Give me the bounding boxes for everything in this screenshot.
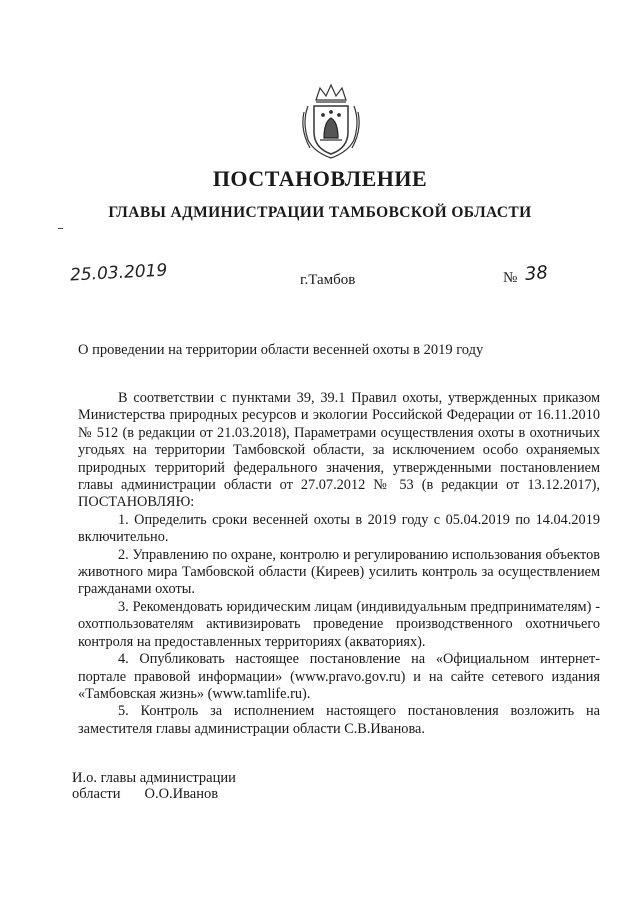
- document-subject: О проведении на территории области весенней охоты в 2019 году: [78, 342, 484, 358]
- document-body: [78, 390, 600, 738]
- signature-block: [72, 770, 236, 802]
- signatory-position: И.о. главы администрации: [72, 770, 236, 786]
- item-paragraph-5: 5. Контроль за исполнением настоящего постановления возложить на заместителя главы администрации области С.В.Иванова.: [78, 703, 600, 737]
- item-paragraph-4: 4. Опубликовать настоящее постановление на «Официальном интернет-портале правовой информации» (www.pravo.gov.ru) и на сайте сетевого издания «Тамбовская жизнь» (www.tamlife.ru).: [78, 651, 600, 702]
- item-paragraph-1: 1. Определить сроки весенней охоты в 2019 году с 05.04.2019 по 14.04.2019 включительно.: [78, 511, 600, 546]
- document-title: ПОСТАНОВЛЕНИЕ: [212, 166, 428, 191]
- scan-mark: [58, 228, 63, 229]
- signatory-position-suffix: области: [72, 786, 121, 802]
- coat-of-arms-icon: [298, 82, 364, 162]
- document-date: 25.03.2019: [69, 260, 168, 286]
- item-paragraph-2: 2. Управлению по охране, контролю и регулированию использования объектов животного мира Тамбовской области (Киреев) усилить контроль за осуществлением гражданами охоты.: [78, 546, 600, 598]
- item-paragraph-3: 3. Рекомендовать юридическим лицам (индивидуальным предпринимателям) - охотпользователям активизировать проведение производственного охотничьего контроля на предоставленных территориях (акваториях).: [78, 598, 600, 650]
- document-number-label: №: [503, 270, 518, 286]
- document-subtitle: ГЛАВЫ АДМИНИСТРАЦИИ ТАМБОВСКОЙ ОБЛАСТИ: [108, 204, 532, 221]
- signatory-name: О.О.Иванов: [144, 786, 219, 802]
- preamble-paragraph: В соответствии с пунктами 39, 39.1 Правил охоты, утвержденных приказом Министерства природных ресурсов и экологии Российской Федерации от 16.11.2010 № 512 (в редакции от 21.03.2018), Параметрами осуществления охоты в охотничьих угодьях на территории Тамбовской области, за исключением особо охраняемых природных территорий федерального значения, утвержденными постановлением главы администрации области от 27.07.2012 № 53 (в редакции от 13.12.2017), ПОСТАНОВЛЯЮ:: [78, 390, 600, 511]
- document-number: 38: [524, 262, 549, 285]
- document-city: г.Тамбов: [300, 272, 356, 288]
